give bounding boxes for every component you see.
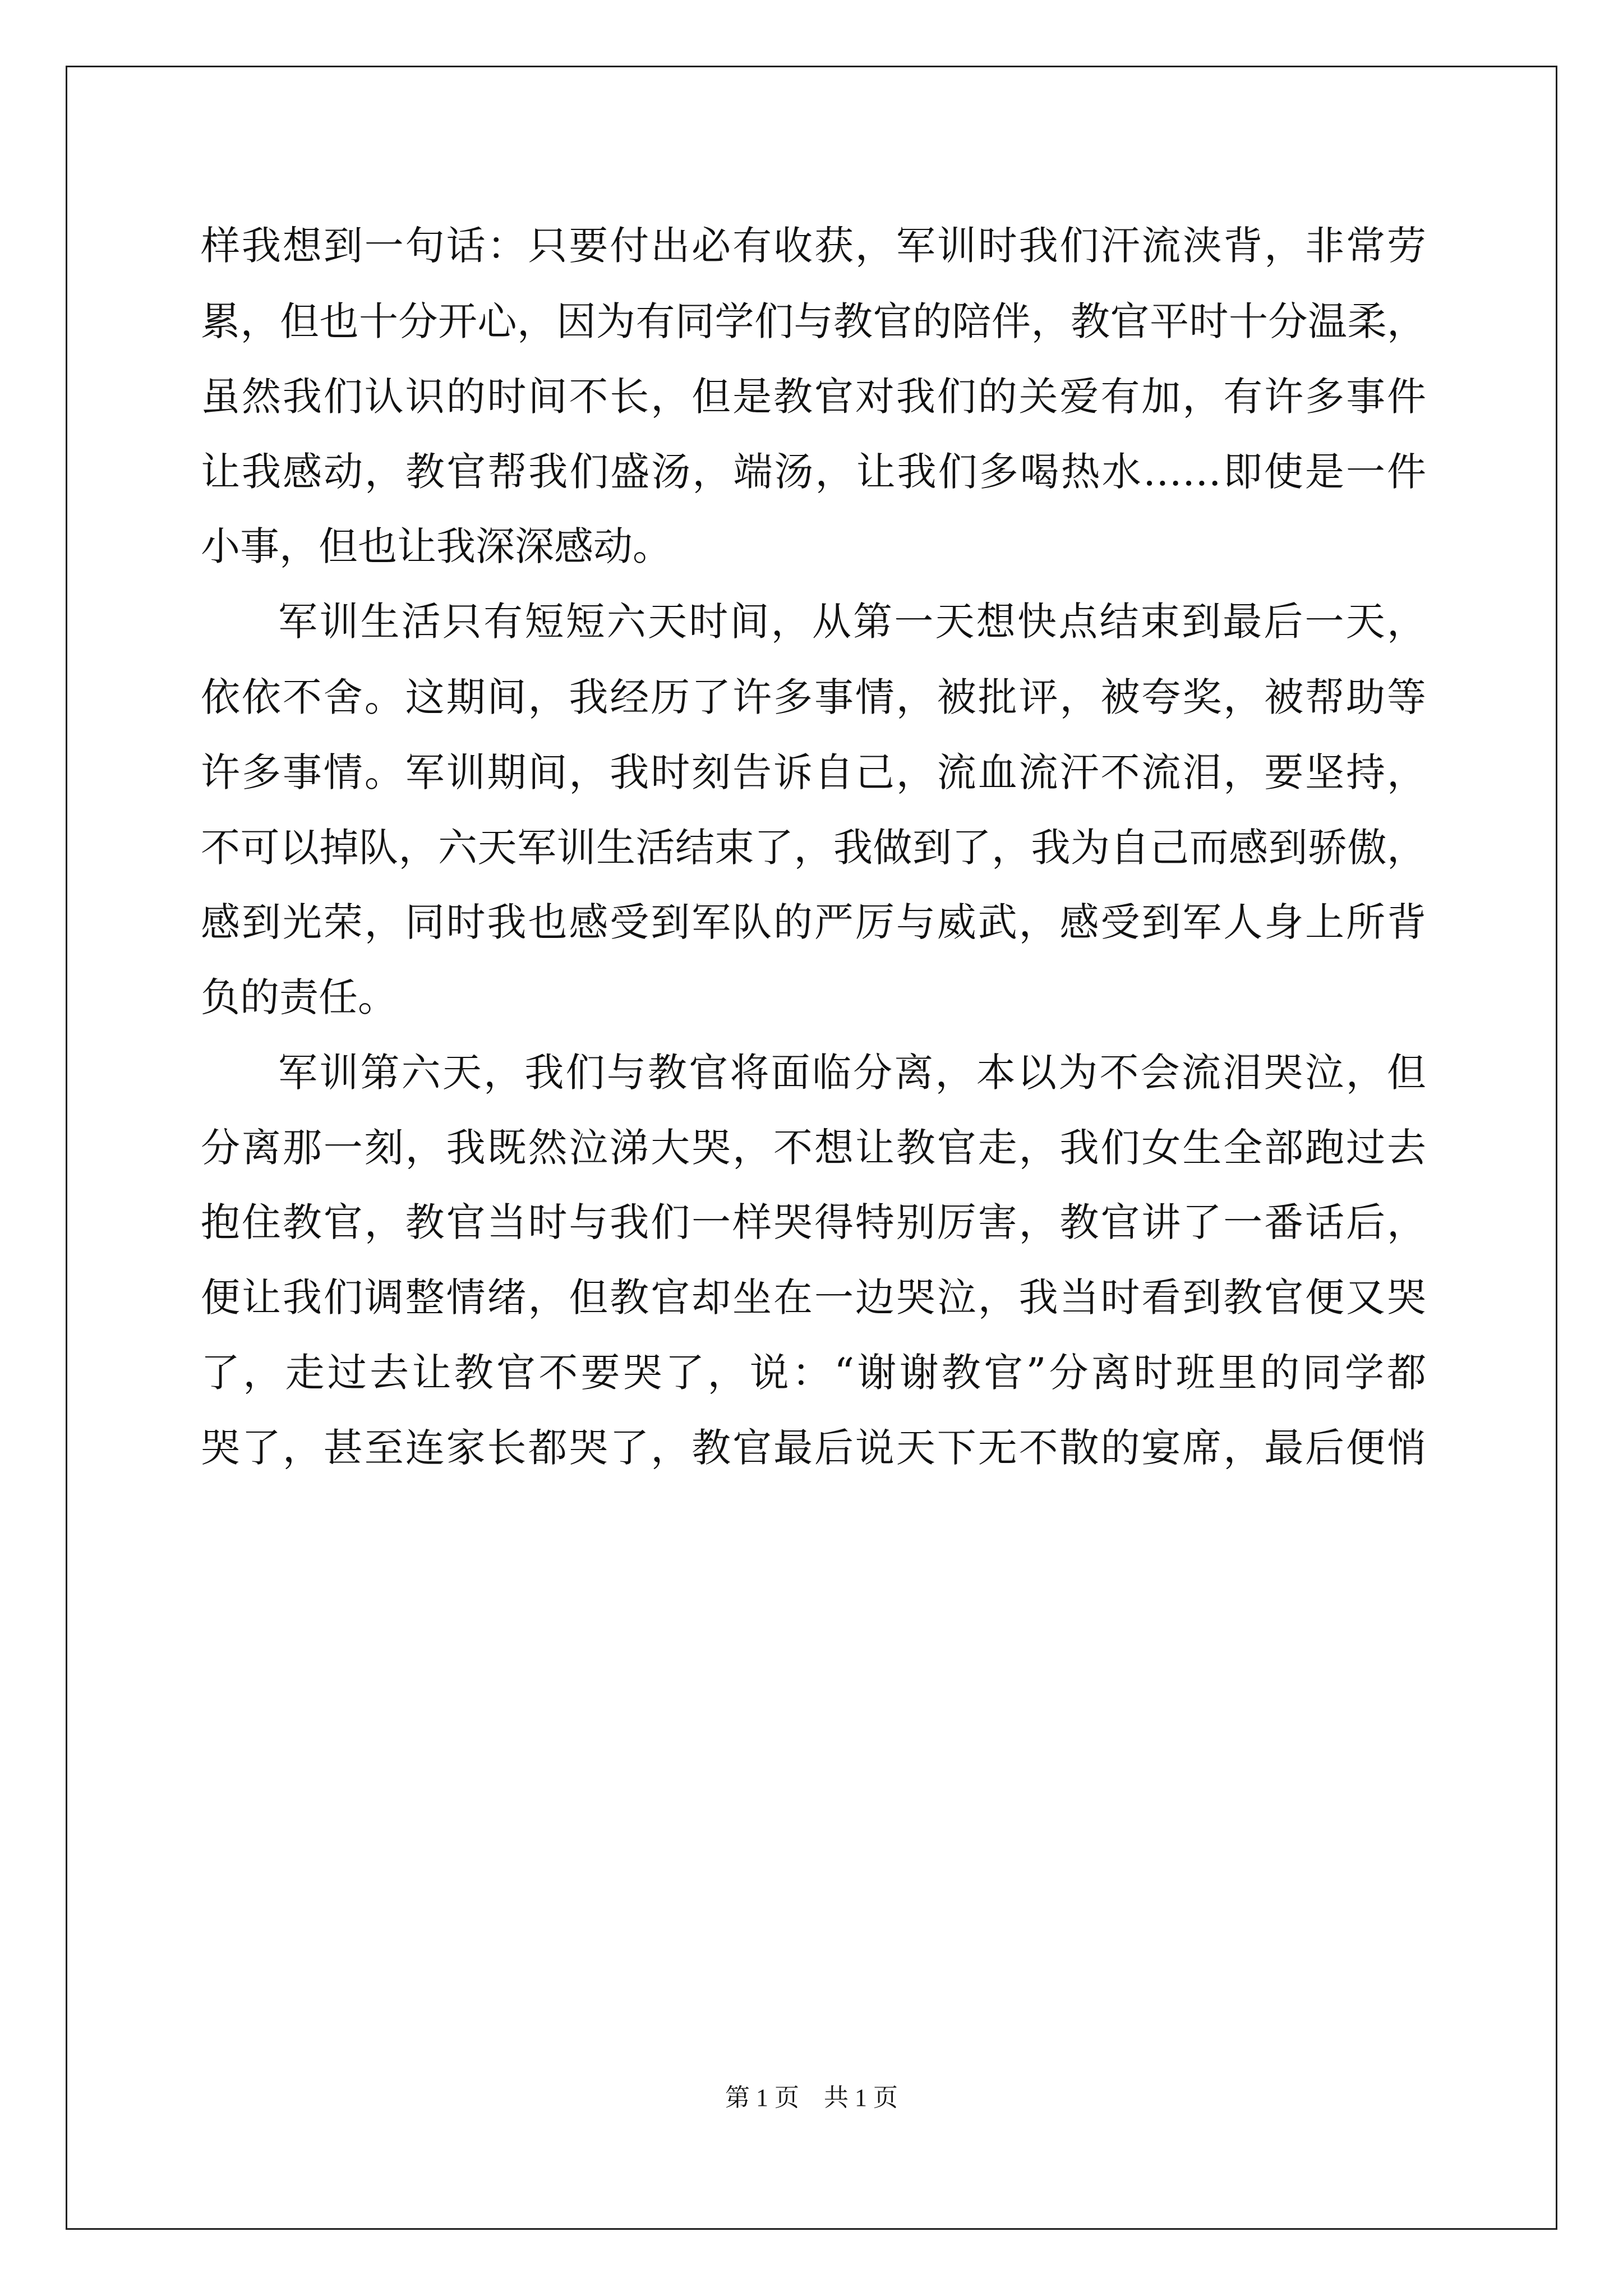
text-line: 感到光荣，同时我也感受到军队的严厉与威武，感受到军人身上所背 [201,899,1426,945]
text-line: 不可以掉队，六天军训生活结束了，我做到了，我为自己而感到骄傲， [201,825,1426,871]
paragraph-first-line: 军训第六天，我们与教官将面临分离，本以为不会流泪哭泣，但 [278,1050,1426,1096]
text-line: 让我感动，教官帮我们盛汤，端汤，让我们多喝热水……即使是一件 [201,449,1426,495]
text-line: 哭了，甚至连家长都哭了，教官最后说天下无不散的宴席，最后便悄 [201,1425,1426,1471]
text-line: 样我想到一句话：只要付出必有收获，军训时我们汗流浃背，非常劳 [201,223,1426,269]
text-line: 抱住教官，教官当时与我们一样哭得特别厉害，教官讲了一番话后， [201,1199,1426,1245]
page-number-footer: 第 1 页 共 1 页 [725,2084,898,2111]
text-line: 依依不舍。这期间，我经历了许多事情，被批评，被夸奖，被帮助等 [201,674,1426,720]
text-line: 便让我们调整情绪，但教官却坐在一边哭泣，我当时看到教官便又哭 [201,1274,1426,1320]
text-line: 累，但也十分开心，因为有同学们与教官的陪伴，教官平时十分温柔， [201,298,1426,344]
text-line: 许多事情。军训期间，我时刻告诉自己，流血流汗不流泪，要坚持， [201,749,1426,795]
text-line: 虽然我们认识的时间不长，但是教官对我们的关爱有加，有许多事件 [201,374,1426,420]
paragraph-first-line: 军训生活只有短短六天时间，从第一天想快点结束到最后一天， [278,599,1426,645]
text-line: 负的责任。 [201,974,397,1020]
text-line: 小事，但也让我深深感动。 [201,523,672,569]
text-line: 分离那一刻，我既然泣涕大哭，不想让教官走，我们女生全部跑过去 [201,1125,1426,1171]
text-line: 了，走过去让教官不要哭了，说：“谢谢教官”分离时班里的同学都 [201,1350,1426,1396]
